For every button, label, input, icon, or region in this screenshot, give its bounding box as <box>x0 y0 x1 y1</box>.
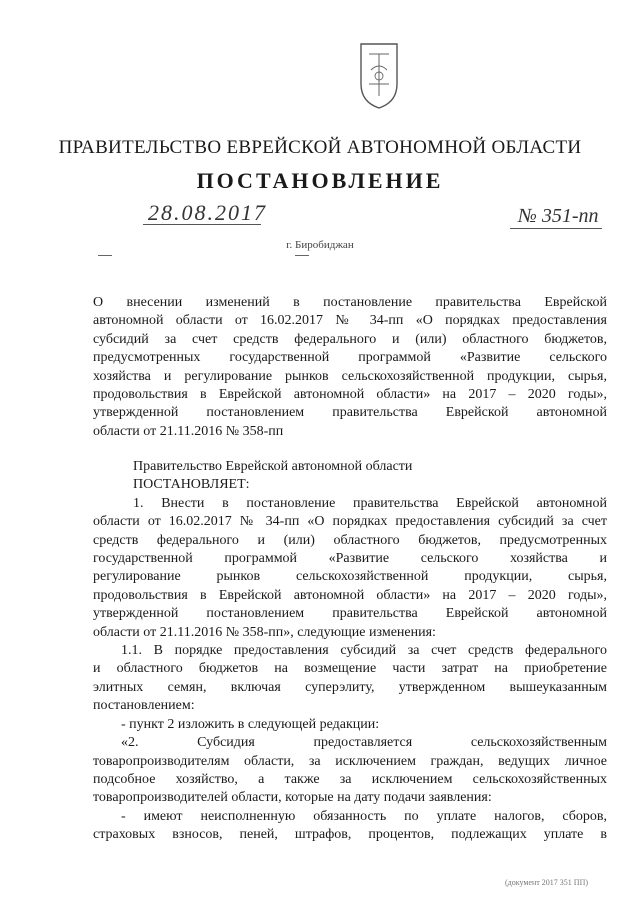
subject-line: О внесении изменений в постановление правительства Еврейской <box>93 295 607 310</box>
body-line: области от 21.11.2016 № 358-пп», следующие изменения: <box>93 624 436 640</box>
number-prefix: № <box>518 205 537 227</box>
body-line: товаропроизводителей области, которые на дату подачи заявления: <box>93 790 492 806</box>
body-line: Правительство Еврейской автономной области <box>133 459 413 474</box>
body-line: постановлением: <box>93 698 195 714</box>
city-line: г. Биробиджан <box>286 239 354 251</box>
number-underline <box>510 228 602 229</box>
body-line: средств федерального и (или) областного бюджетов, предусмотренных <box>93 532 607 548</box>
subject-line: области от 21.11.2016 № 358-пп <box>93 423 284 439</box>
body-line: регулирование рынков сельскохозяйственной продукции, сырья, <box>93 569 607 585</box>
body-line: товаропроизводителям области, за исключением граждан, ведущих личное <box>93 753 607 769</box>
body-line: - имеют неисполненную обязанность по уплате налогов, сборов, <box>121 808 607 824</box>
date-underline <box>143 224 261 225</box>
subject-paragraph <box>93 294 607 441</box>
body-line: - пункт 2 изложить в следующей редакции: <box>121 716 380 732</box>
body-line: элитных семян, включая суперэлиту, утвержденном вышеуказанным <box>93 679 607 695</box>
body-line: подсобное хозяйство, а также за исключением сельскохозяйственных <box>93 771 607 787</box>
body-line: ПОСТАНОВЛЯЕТ: <box>133 477 250 493</box>
body-line: утвержденной постановлением правительства Еврейской автономной <box>93 606 607 622</box>
corner-mark-right <box>295 255 309 256</box>
body-line: продовольствия в Еврейской автономной области» на 2017 – 2020 годы», <box>93 587 607 603</box>
subject-line: продовольствия в Еврейской автономной области» на 2017 – 2020 годы», <box>93 387 607 403</box>
corner-mark-left <box>98 255 112 256</box>
body-line: области от 16.02.2017 № 34-пп «О порядках предоставления субсидий за счет <box>93 514 607 530</box>
government-title: ПРАВИТЕЛЬСТВО ЕВРЕЙСКОЙ АВТОНОМНОЙ ОБЛАСТИ <box>58 137 582 158</box>
document-number <box>518 205 599 228</box>
body-line: 1.1. В порядке предоставления субсидий за счет средств федерального <box>121 643 607 659</box>
subject-line: утвержденной постановлением правительства Еврейской автономной <box>93 405 607 421</box>
body-line: государственной программой «Развитие сельского хозяйства и <box>93 551 607 567</box>
subject-line: автономной области от 16.02.2017 № 34-пп «О порядках предоставления <box>93 313 607 329</box>
body-line: 1. Внести в постановление правительства Еврейской автономной <box>133 495 607 511</box>
subject-line: предусмотренных государственной программой «Развитие сельского <box>93 350 607 366</box>
handwritten-number: 351-пп <box>541 205 599 227</box>
body-line: страховых взносов, пеней, штрафов, процентов, подлежащих уплате в <box>93 827 607 843</box>
body-text <box>93 458 607 845</box>
subject-line: хозяйства и регулирование рынков сельскохозяйственной продукции, сырья, <box>93 368 607 384</box>
document-type-heading: ПОСТАНОВЛЕНИЕ <box>196 168 444 193</box>
body-line: «2. Субсидия предоставляется сельскохозяйственным <box>121 735 607 751</box>
body-line: и областного бюджетов на возмещение части затрат на приобретение <box>93 661 607 677</box>
coat-of-arms-emblem <box>355 40 403 110</box>
footer-registry-mark: (документ 2017 351 ПП) <box>505 878 589 887</box>
handwritten-date: 28.08.2017 <box>148 200 267 225</box>
subject-line: субсидий за счет средств федерального и (или) областного бюджетов, <box>93 331 607 347</box>
